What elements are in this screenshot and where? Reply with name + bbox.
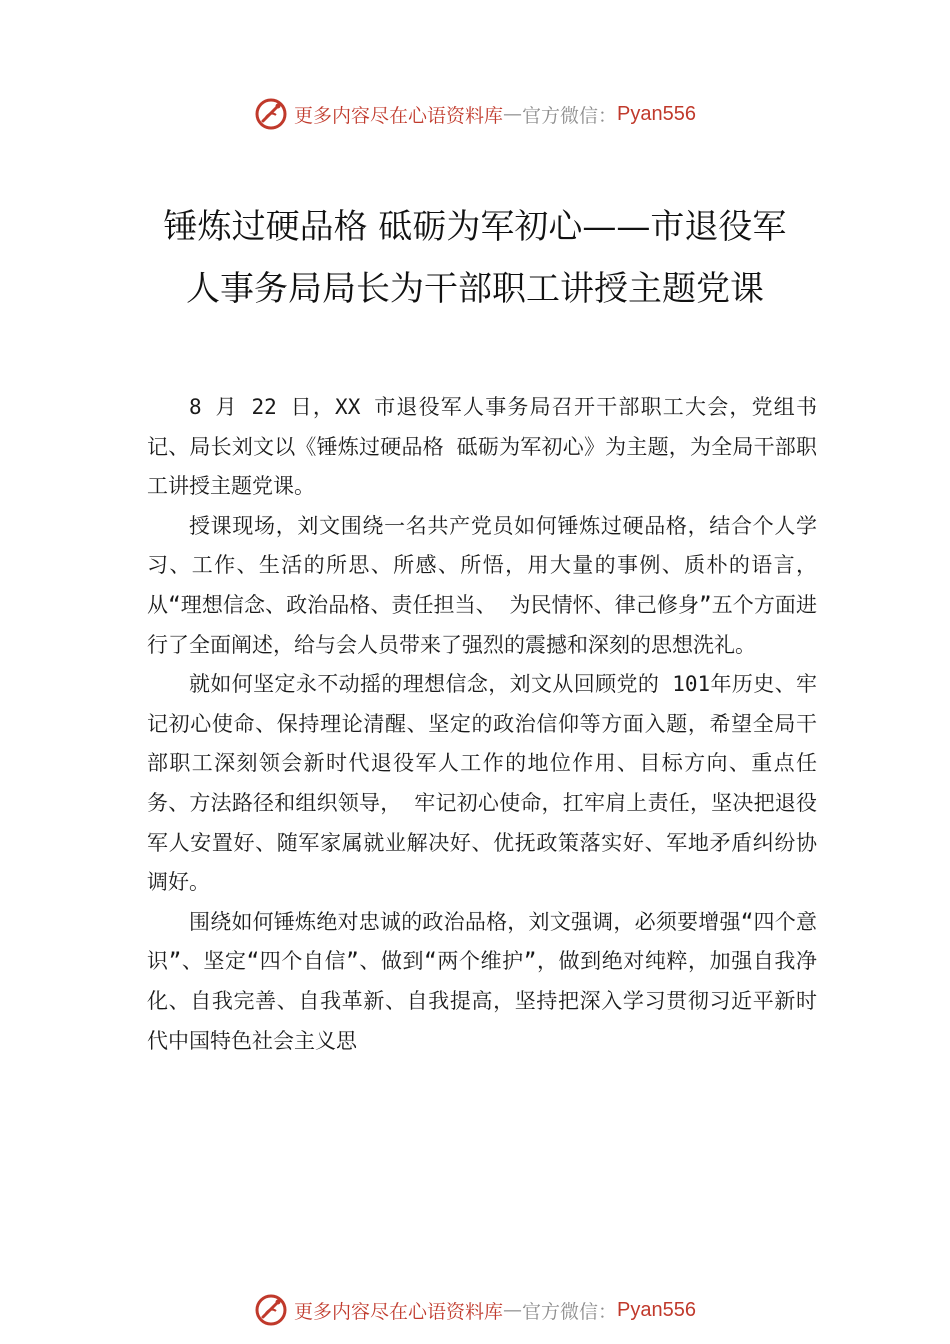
paragraph-4: 围绕如何锤炼绝对忠诚的政治品格，刘文强调，必须要增强“四个意识”、坚定“四个自信”、做到“两个维护”，做到绝对纯粹，加强自我净化、自我完善、自我革新、自我提高，坚持把深入学习贯彻习近平新时代中国特色社会主义思 (147, 909, 817, 1053)
bottom-watermark-banner (0, 1290, 950, 1330)
banner-wechat-label: 官方微信： (522, 104, 618, 127)
paragraph-3: 就如何坚定永不动摇的理想信念，刘文从回顾党的 101年历史、牢记初心使命、保持理论清醒、坚定的政治信仰等方面入题，希望全局干部职工深刻领会新时代退役军人工作的地位作用、目标方向、重点任务、方法路径和组织领导， 牢记初心使命，扛牢肩上责任，坚决把退役军人安置好、随军家属就业解决好、优抚政策落实好、军地矛盾纠纷协调好。 (147, 672, 817, 895)
paragraph-2: 授课现场，刘文围绕一名共产党员如何锤炼过硬品格，结合个人学习、工作、生活的所思、所感、所悟，用大量的事例、质朴的语言，从“理想信念、政治品格、责任担当、 为民情怀、律己修身”五个方面进行了全面阐述，给与会人员带来了强烈的震撼和深刻的思想洗礼。 (147, 513, 817, 657)
banner-separator: — (503, 103, 523, 125)
red-brush-seal-icon (254, 1293, 288, 1327)
banner-wechat-id: Pyan556 (617, 102, 696, 125)
paragraph-1: 8 月 22 日，XX 市退役军人事务局召开干部职工大会，党组书记、局长刘文以《锤炼过硬品格 砥砺为军初心》为主题，为全局干部职工讲授主题党课。 (147, 395, 817, 499)
banner-wechat-label: 官方微信： (522, 1300, 618, 1323)
banner-separator: — (503, 1299, 523, 1321)
red-brush-seal-icon (254, 97, 288, 131)
banner-text: 更多内容尽在心语资料库 (294, 1300, 504, 1323)
document-body (147, 388, 817, 1061)
banner-wechat-id: Pyan556 (617, 1298, 696, 1321)
top-watermark-banner (0, 94, 950, 134)
title-line-2: 人事务局局长为干部职工讲授主题党课 (186, 269, 764, 309)
banner-text: 更多内容尽在心语资料库 (294, 104, 504, 127)
title-line-1: 锤炼过硬品格 砥砺为军初心——市退役军 (163, 207, 787, 247)
document-title (120, 196, 830, 320)
